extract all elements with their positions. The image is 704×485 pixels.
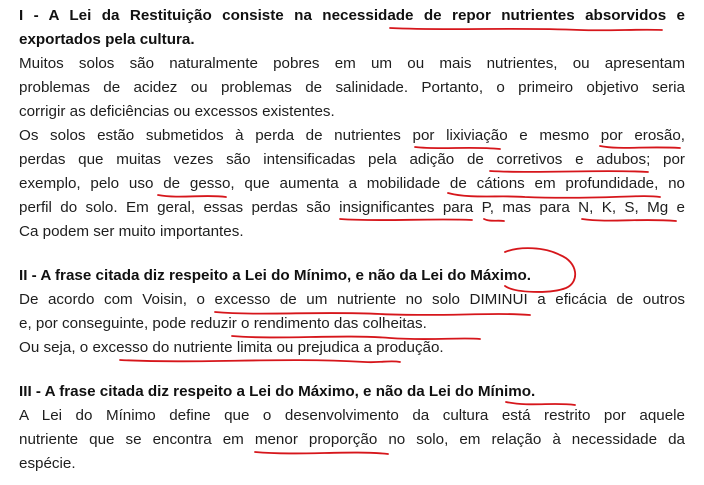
- section-1-line-5: perdas que muitas vezes são intensificadas pela adição de corretivos e adubos; por: [19, 151, 685, 168]
- underline-lixiviacao: [415, 147, 500, 149]
- section-3-line-2: nutriente que se encontra em menor proporção no solo, em relação à necessidade da: [19, 431, 685, 448]
- section-1-heading-line-2: exportados pela cultura.: [19, 31, 195, 48]
- underline-corretivos-e-adubos: [490, 171, 648, 172]
- section-3-heading: III - A frase citada diz respeito a Lei do Máximo, e não da Lei do Mínimo.: [19, 383, 536, 400]
- section-3-line-1: A Lei do Mínimo define que o desenvolvimento da cultura está restrito por aquele: [19, 407, 685, 424]
- underline-de-gesso: [158, 195, 226, 197]
- underline-P: [484, 219, 504, 221]
- section-2-heading: II - A frase citada diz respeito a Lei do Mínimo, e não da Lei do Máximo.: [19, 267, 531, 284]
- section-2-line-1: De acordo com Voisin, o excesso de um nutriente no solo DIMINUI a eficácia de outros: [19, 291, 685, 308]
- section-3-line-3: espécie.: [19, 455, 76, 472]
- section-2-line-2: e, por conseguinte, pode reduzir o rendimento das colheitas.: [19, 315, 427, 332]
- section-1-line-3: corrigir as deficiências ou excessos existentes.: [19, 103, 335, 120]
- section-1-line-1: Muitos solos são naturalmente pobres em um ou mais nutrientes, ou apresentam: [19, 55, 685, 72]
- section-1-line-2: problemas de acidez ou problemas de salinidade. Portanto, o primeiro objetivo seria: [19, 79, 685, 96]
- underline-excesso-nutriente-limita: [120, 360, 400, 362]
- section-1-line-8: Ca podem ser muito importantes.: [19, 223, 244, 240]
- underline-erosao: [600, 146, 680, 148]
- underline-N-K-S-Mg: [582, 219, 676, 221]
- section-1-line-6: exemplo, pelo uso de gesso, que aumenta a mobilidade de cátions em profundidade, no: [19, 175, 685, 192]
- section-2-line-3: Ou seja, o excesso do nutriente limita ou prejudica a produção.: [19, 339, 444, 356]
- section-1-line-7: perfil do solo. Em geral, essas perdas são insignificantes para P, mas para N, K, S, Mg e: [19, 199, 685, 216]
- underline-insignificantes: [340, 219, 472, 220]
- section-1-heading-line-1: I - A Lei da Restituição consiste na necessidade de repor nutrientes absorvidos e: [19, 7, 685, 24]
- underline-minimo: [506, 402, 575, 405]
- section-1-line-4: Os solos estão submetidos à perda de nutrientes por lixiviação e mesmo por erosão,: [19, 127, 685, 144]
